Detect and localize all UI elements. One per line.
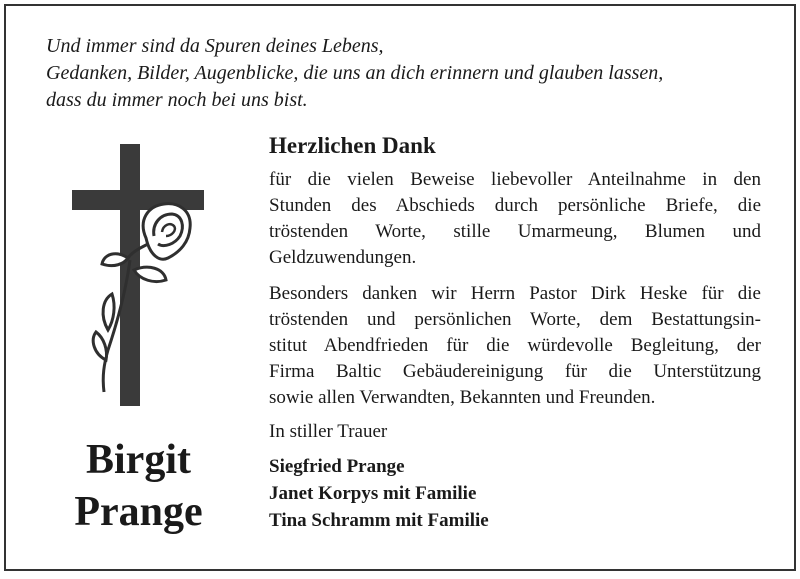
cross-with-rose-icon [68,140,208,410]
text-line: Stunden des Abschieds durch persönliche Briefe, die [269,195,761,216]
text-line: tröstenden und persönlichen Worte, dem Bestattungsin- [269,309,761,330]
thanks-section [269,131,761,534]
text-line: sowie allen Verwandten, Bekannten und Freunden. [269,387,656,408]
signers-list [269,453,761,534]
obituary-notice [4,4,796,571]
text-line: für die vielen Beweise liebevoller Anteilnahme in den [269,169,761,190]
signer: Siegfried Prange [269,456,405,477]
quote-line: Gedanken, Bilder, Augenblicke, die uns an dich erinnern und glauben lassen, [46,62,664,84]
deceased-last-name: Prange [74,489,203,535]
thanks-heading: Herzlichen Dank [269,133,436,158]
signer: Tina Schramm mit Familie [269,510,489,531]
rose-icon [93,204,190,392]
mourning-phrase: In stiller Trauer [269,421,388,442]
quote-line: dass du immer noch bei uns bist. [46,89,308,111]
thanks-paragraph-2 [269,281,761,411]
deceased-name [36,434,241,538]
text-line: stitut Abendfrieden für die würdevolle Begleitung, der [269,335,761,356]
signer: Janet Korpys mit Familie [269,483,477,504]
text-line: tröstenden Worte, stille Umarmeung, Blumen und [269,221,761,242]
quote-line: Und immer sind da Spuren deines Lebens, [46,35,384,57]
thanks-paragraph-1 [269,167,761,271]
text-line: Besonders danken wir Herrn Pastor Dirk Heske für die [269,283,761,304]
text-line: Firma Baltic Gebäudereinigung für die Unterstützung [269,361,761,382]
deceased-first-name: Birgit [86,437,191,483]
text-line: Geldzuwendungen. [269,247,417,268]
memorial-quote [46,33,766,114]
